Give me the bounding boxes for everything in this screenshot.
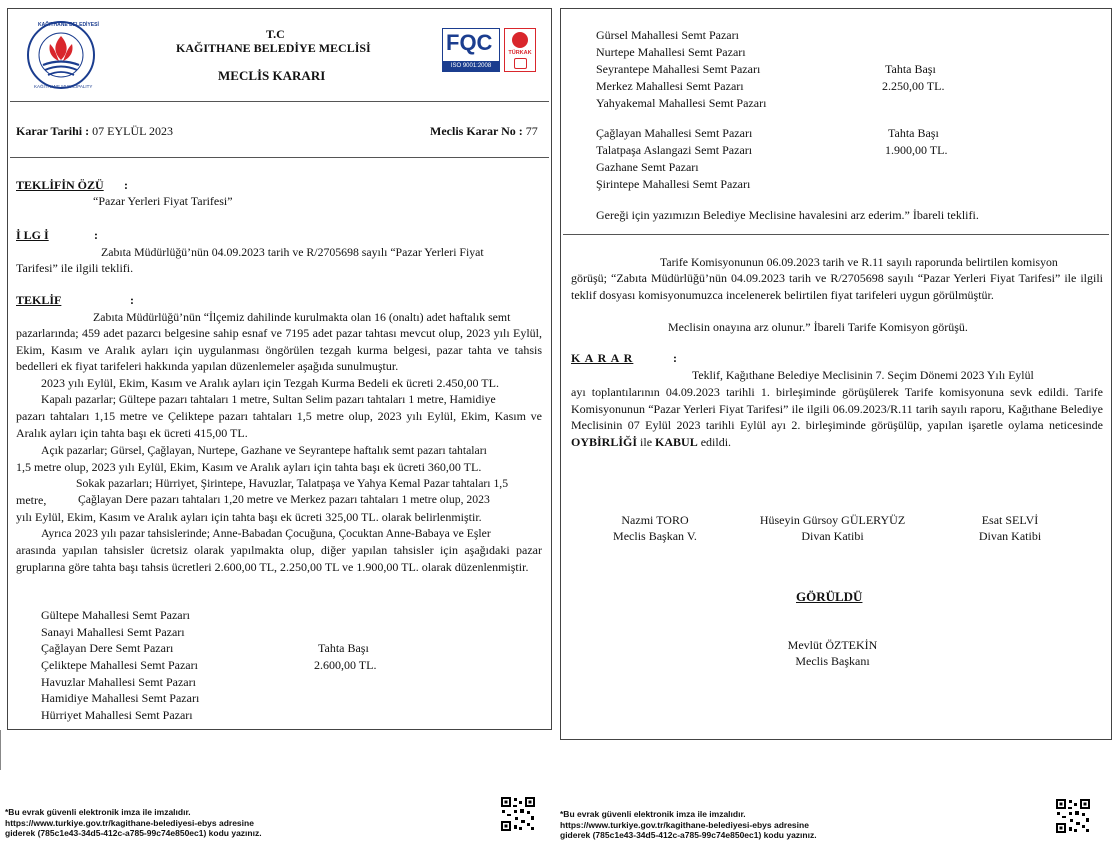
group2-price-label: Tahta Başı [885, 62, 936, 76]
date-value: 07 EYLÜL 2023 [92, 124, 174, 138]
ilgi-line1: Zabıta Müdürlüğü’nün 04.09.2023 tarih ve R/2705698 sayılı “Pazar Yerleri Fiyat [101, 245, 484, 259]
teklif-p2: 2023 yılı Eylül, Ekim, Kasım ve Aralık ayları için Tezgah Kurma Bedeli ek ücreti 2.450,00 TL. [41, 376, 499, 390]
teklif-p3-line1: Kapalı pazarlar; Gültepe pazarı tahtaları 1 metre, Sultan Selim pazarı tahtaları 1 metre, Hamidiye [41, 393, 496, 406]
meta-divider [10, 157, 549, 158]
turkak-text: TÜRKAK [508, 50, 532, 56]
decision-text: ayı toplantılarının 04.09.2023 tarihli 1. birleşiminde görüşülerek Tarife komisyonuna sevk edildi. Tarife Komisyonunun “Pazar Yerleri Fiyat Tarifesi” ile ilgili 06.09.2023/R.11 tarih sayılı raporu, Kağıthane Belediye Meclisinin 07 Eylül 2023 tarihli Eylül ayı 2. birleşiminde görüşülüp, yapılan işaretle oylama neticesinde [571, 385, 1103, 432]
decision-body [571, 384, 1103, 450]
list-item: Talatpaşa Aslangazi Semt Pazarı [596, 143, 753, 157]
teklif-p4-line1: Açık pazarlar; Gürsel, Çağlayan, Nurtepe, Gazhane ve Seyrantepe haftalık semt pazarı tahtaları [41, 444, 487, 457]
unanimous-text: OYBİRLİĞİ [571, 434, 638, 449]
signatory-title: Divan Katibi [978, 529, 1042, 543]
left-page-edge [0, 730, 1, 770]
turkak-circle-icon [512, 32, 528, 48]
teklif-p5-line2b: Çağlayan Dere pazarı tahtaları 1,20 metre ve Merkez pazarı tahtaları 1 metre olup, 2023 [78, 493, 490, 506]
ozu-heading: TEKLİFİN ÖZÜ [16, 178, 104, 192]
teklif-heading: TEKLİF [16, 293, 62, 307]
teklif-p6-line1: Ayrıca 2023 yılı pazar tahsislerinde; Anne-Babadan Çocuğuna, Çocuktan Anne-Babaya ve Eşler [41, 527, 491, 540]
list-item: Seyrantepe Mahallesi Semt Pazarı [596, 62, 761, 76]
request-closing: Gereği için yazımızın Belediye Meclisine havalesini arz ederim.” İbareli teklifi. [596, 208, 979, 222]
list-item: Şirintepe Mahallesi Semt Pazarı [596, 177, 751, 191]
teklif-p5-line3: yılı Eylül, Ekim, Kasım ve Aralık ayları için tahta başı ek ücreti 325,00 TL. olarak belirlenmiştir. [16, 510, 482, 524]
turkak-check-icon [514, 58, 527, 69]
signature-block-3 [950, 512, 1070, 544]
signatory-title: Divan Katibi [801, 529, 864, 543]
goruldu-heading: GÖRÜLDÜ [796, 589, 863, 604]
footer-line3: giderek (785c1e43-34d5-412c-a785-99c74e850ec1) kodu yazınız. [5, 828, 262, 838]
list-item: Havuzlar Mahallesi Semt Pazarı [41, 675, 196, 689]
goruldu-block [760, 637, 905, 669]
logo-text-bottom: KAĞITHANE MUNICIPALITY [34, 84, 93, 89]
list-item: Hürriyet Mahallesi Semt Pazarı [41, 708, 193, 722]
fqc-text: FQC [446, 30, 493, 55]
list-item: Çeliktepe Mahallesi Semt Pazarı [41, 658, 198, 672]
signatory-name: Nazmi TORO [621, 513, 689, 527]
list-item: Gültepe Mahallesi Semt Pazarı [41, 608, 190, 622]
footer-line2: https://www.turkiye.gov.tr/kagithane-belediyesi-ebys adresine [560, 819, 809, 830]
header-tc: T.C [266, 27, 285, 41]
list-item: Merkez Mahallesi Semt Pazarı [596, 79, 744, 93]
accepted-text: KABUL [655, 434, 698, 449]
decision-mid: ile [640, 434, 653, 449]
teklif-p4-line2: 1,5 metre olup, 2023 yılı Eylül, Ekim, Kasım ve Aralık ayları için tahta başı ek ücreti 360,00 TL. [16, 460, 482, 474]
ozu-colon: : [124, 178, 128, 192]
left-footer-signature-note [5, 807, 262, 839]
group1-price-label: Tahta Başı [318, 641, 369, 655]
teklif-p6-rest: arasında yapılan tahsisler ücretsiz olarak yapılmakta olup, diğer yapılan tahsisler için aşağıdaki pazar gruplarına göre tahta başı tahsis ücretleri 2.600,00 TL, 2.250,00 TL ve 1.900,00 TL. olarak düzenlenmiştir. [16, 543, 542, 574]
header-institution: KAĞITHANE BELEDİYE MECLİSİ [176, 41, 371, 55]
iso-text: ISO 9001:2008 [443, 61, 499, 71]
no-label: Meclis Karar No : [430, 124, 523, 138]
fqc-badge [442, 28, 500, 72]
no-value: 77 [525, 124, 538, 138]
right-divider [563, 234, 1109, 235]
municipality-logo [26, 20, 96, 90]
ilgi-heading: İ LG İ [16, 228, 49, 242]
date-label: Karar Tarihi : [16, 124, 90, 138]
list-item: Hamidiye Mahallesi Semt Pazarı [41, 691, 200, 705]
list-item: Çağlayan Mahallesi Semt Pazarı [596, 126, 753, 140]
signature-block-2 [740, 512, 925, 544]
teklif-colon: : [130, 293, 134, 307]
list-item: Sanayi Mahallesi Semt Pazarı [41, 625, 185, 639]
header-doc-type: MECLİS KARARI [218, 68, 326, 83]
signatory-name: Hüseyin Gürsoy GÜLERYÜZ [759, 513, 906, 527]
header-divider [10, 101, 549, 102]
decision-heading: K A R A R [571, 351, 634, 365]
list-item: Gürsel Mahallesi Semt Pazarı [596, 28, 739, 42]
footer-line2: https://www.turkiye.gov.tr/kagithane-belediyesi-ebys adresine [5, 817, 254, 828]
commission-line1: Tarife Komisyonunun 06.09.2023 tarih ve R.11 sayılı raporunda belirtilen komisyon [660, 255, 1058, 269]
footer-line3: giderek (785c1e43-34d5-412c-a785-99c74e850ec1) kodu yazınız. [560, 830, 817, 840]
chairman-title: Meclis Başkanı [795, 654, 870, 668]
footer-line1: *Bu evrak güvenli elektronik imza ile imzalıdır. [560, 809, 746, 819]
list-item: Çağlayan Dere Semt Pazarı [41, 641, 174, 655]
decision-number [430, 123, 538, 140]
teklif-p5-line2a: metre, [16, 493, 47, 507]
right-footer-signature-note [560, 809, 817, 841]
decision-colon: : [673, 351, 677, 365]
commission-approval: Meclisin onayına arz olunur.” İbareli Tarife Komisyon görüşü. [668, 320, 968, 334]
right-qr-code-icon [1055, 798, 1091, 834]
list-item: Yahyakemal Mahallesi Semt Pazarı [596, 96, 767, 110]
signature-block-1 [580, 512, 730, 544]
turkak-badge [504, 28, 536, 72]
teklif-p1-rest: pazarlarında; 459 adet pazarcı belgesine sahip esnaf ve 7195 adet pazar tahtası mevcut olup, 2023 yılı Eylül, Ekim, Kasım ve Aralık ayları için uygulanması öngörülen tezgah kurma belgesi, pazar tahta ve tahsis bedelleri ek fiyat tarifeleri hakkında yapılan düzenlemeler aşağıda sunulmuştur. [16, 326, 542, 373]
group3-price-value: 1.900,00 TL. [885, 143, 948, 157]
signatory-title: Meclis Başkan V. [613, 529, 697, 543]
group1-price-value: 2.600,00 TL. [314, 658, 377, 672]
chairman-name: Mevlüt ÖZTEKİN [787, 638, 878, 652]
signatory-name: Esat SELVİ [981, 513, 1039, 527]
teklif-p5-line1: Sokak pazarları; Hürriyet, Şirintepe, Havuzlar, Talatpaşa ve Yahya Kemal Pazar tahtaları 1,5 [76, 477, 509, 490]
decision-date [16, 123, 173, 140]
ilgi-line2: Tarifesi” ile ilgili teklifi. [16, 261, 134, 275]
teklif-p3-rest: pazarı tahtaları 1,15 metre ve Çeliktepe pazarı tahtaları 1,5 metre olup, 2023 yılı Eylül, Ekim, Kasım ve Aralık ayları için tahta başı ek ücreti 415,00 TL. [16, 409, 542, 440]
decision-line1: Teklif, Kağıthane Belediye Meclisinin 7. Seçim Dönemi 2023 Yılı Eylül [692, 368, 1034, 382]
ilgi-colon: : [94, 228, 98, 242]
decision-end: edildi. [700, 434, 732, 449]
footer-line1: *Bu evrak güvenli elektronik imza ile imzalıdır. [5, 807, 191, 817]
left-qr-code-icon [500, 796, 536, 832]
list-item: Gazhane Semt Pazarı [596, 160, 699, 174]
list-item: Nurtepe Mahallesi Semt Pazarı [596, 45, 746, 59]
group2-price-value: 2.250,00 TL. [882, 79, 945, 93]
ozu-text: “Pazar Yerleri Fiyat Tarifesi” [93, 194, 233, 208]
teklif-p1-line1: Zabıta Müdürlüğü’nün “İlçemiz dahilinde kurulmakta olan 16 (onaltı) adet haftalık semt [93, 310, 511, 324]
commission-rest: görüşü; “Zabıta Müdürlüğü’nün 04.09.2023 tarih ve R/2705698 sayılı “Pazar Yerleri Fiyat Tarifesi” ile ilgili teklif dosyası komisyonumuzca incelenerek belirtilen fiyat tarifeleri uygun görülmüştür. [571, 271, 1103, 302]
group3-price-label: Tahta Başı [888, 126, 939, 140]
logo-text-top: KAĞITHANE BELEDİYESİ [38, 22, 99, 28]
